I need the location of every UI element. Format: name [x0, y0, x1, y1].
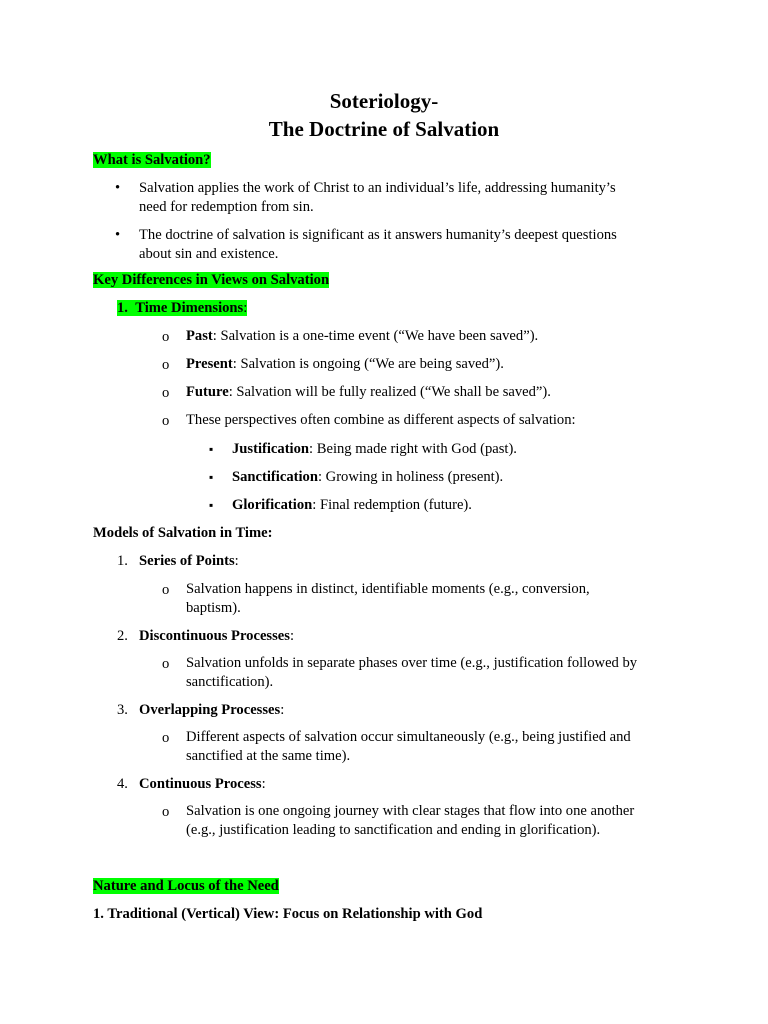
circle-marker: o [162, 329, 170, 345]
model-item-1-desc [186, 580, 716, 618]
desc-line-1: Salvation unfolds in separate phases over time (e.g., justification followed by [186, 655, 638, 671]
heading-what-is-salvation [93, 151, 211, 170]
bullet-marker: • [115, 227, 121, 243]
subsub-rest: : Growing in holiness (present). [317, 469, 504, 485]
sub-term: Future [186, 384, 229, 400]
circle-marker: o [162, 357, 170, 373]
model-item-4-label [139, 775, 669, 794]
model-colon: : [234, 553, 239, 569]
list-item-time-dimensions [117, 299, 247, 318]
title-line-1: Soteriology- [329, 89, 439, 113]
subsub-term: Justification [232, 441, 310, 457]
model-item-3-label [139, 701, 669, 720]
bullet-1-line-2: need for redemption from sin. [139, 199, 314, 215]
item-number: 3. [117, 702, 128, 718]
bullet-2-line-2: about sin and existence. [139, 246, 279, 262]
circle-marker: o [162, 730, 170, 746]
highlighted-item [117, 300, 247, 316]
subsub-justification [232, 440, 762, 459]
title-line-2: The Doctrine of Salvation [268, 117, 500, 141]
sub-rest: These perspectives often combine as different aspects of salvation: [186, 412, 576, 428]
subsub-term: Glorification [232, 497, 313, 513]
desc-line-1: Different aspects of salvation occur simultaneously (e.g., being justified and [186, 729, 631, 745]
desc-line-1: Salvation happens in distinct, identifiable moments (e.g., conversion, [186, 581, 590, 597]
model-label: Overlapping Processes [139, 702, 281, 718]
item-number: 4. [117, 776, 128, 792]
square-marker: ▪ [209, 470, 214, 484]
model-item-1-label [139, 552, 669, 571]
circle-marker: o [162, 582, 170, 598]
model-colon: : [289, 628, 295, 644]
sub-item-past [186, 327, 716, 346]
heading-models-of-salvation: Models of Salvation in Time: [93, 525, 273, 541]
model-colon: : [261, 776, 266, 792]
subsub-sanctification [232, 468, 762, 487]
desc-line-2: (e.g., justification leading to sanctification and ending in glorification). [186, 822, 601, 838]
model-label: Discontinuous Processes [139, 628, 290, 644]
bullet-marker: • [115, 180, 121, 196]
bullet-text-2 [139, 226, 669, 264]
subsub-glorification [232, 496, 762, 515]
sub-term: Present [186, 356, 233, 372]
sub-item-perspectives [186, 411, 716, 430]
model-colon: : [280, 702, 285, 718]
bullet-text-1 [139, 179, 669, 217]
subsub-term: Sanctification [232, 469, 318, 485]
subsub-rest: : Being made right with God (past). [309, 441, 517, 457]
desc-line-2: sanctified at the same time). [186, 748, 351, 764]
sub-item-future [186, 383, 716, 402]
square-marker: ▪ [209, 498, 214, 512]
desc-line-1: Salvation is one ongoing journey with clear stages that flow into one another [186, 803, 635, 819]
item-colon: : [243, 300, 248, 316]
sub-term: Past [186, 328, 213, 344]
heading-text: Key Differences in Views on Salvation [93, 272, 330, 288]
circle-marker: o [162, 413, 170, 429]
heading-nature-and-locus [93, 877, 279, 896]
model-item-3-desc [186, 728, 716, 766]
desc-line-2: baptism). [186, 600, 241, 616]
subsub-rest: : Final redemption (future). [312, 497, 472, 513]
bullet-1-line-1: Salvation applies the work of Christ to an individual’s life, addressing humanity’s [139, 180, 616, 196]
model-item-2-desc [186, 654, 716, 692]
heading-text: What is Salvation? [93, 152, 211, 168]
circle-marker: o [162, 804, 170, 820]
circle-marker: o [162, 385, 170, 401]
sub-rest: : Salvation is ongoing (“We are being saved”). [232, 356, 504, 372]
model-item-4-desc [186, 802, 716, 840]
circle-marker: o [162, 656, 170, 672]
square-marker: ▪ [209, 442, 214, 456]
model-label: Continuous Process [139, 776, 262, 792]
item-number: 2. [117, 628, 128, 644]
heading-key-differences [93, 271, 329, 290]
subheading-traditional-view: 1. Traditional (Vertical) View: Focus on Relationship with God [93, 906, 483, 922]
desc-line-2: sanctification). [186, 674, 274, 690]
model-label: Series of Points [139, 553, 235, 569]
item-number: 1. [117, 553, 128, 569]
item-number: 1. [117, 300, 128, 316]
item-label: Time Dimensions [135, 300, 244, 316]
heading-text: Nature and Locus of the Need [93, 878, 279, 894]
sub-rest: : Salvation will be fully realized (“We shall be saved”). [228, 384, 551, 400]
sub-item-present [186, 355, 716, 374]
model-item-2-label [139, 627, 669, 646]
sub-rest: : Salvation is a one-time event (“We have been saved”). [212, 328, 539, 344]
bullet-2-line-1: The doctrine of salvation is significant as it answers humanity’s deepest questions [139, 227, 617, 243]
